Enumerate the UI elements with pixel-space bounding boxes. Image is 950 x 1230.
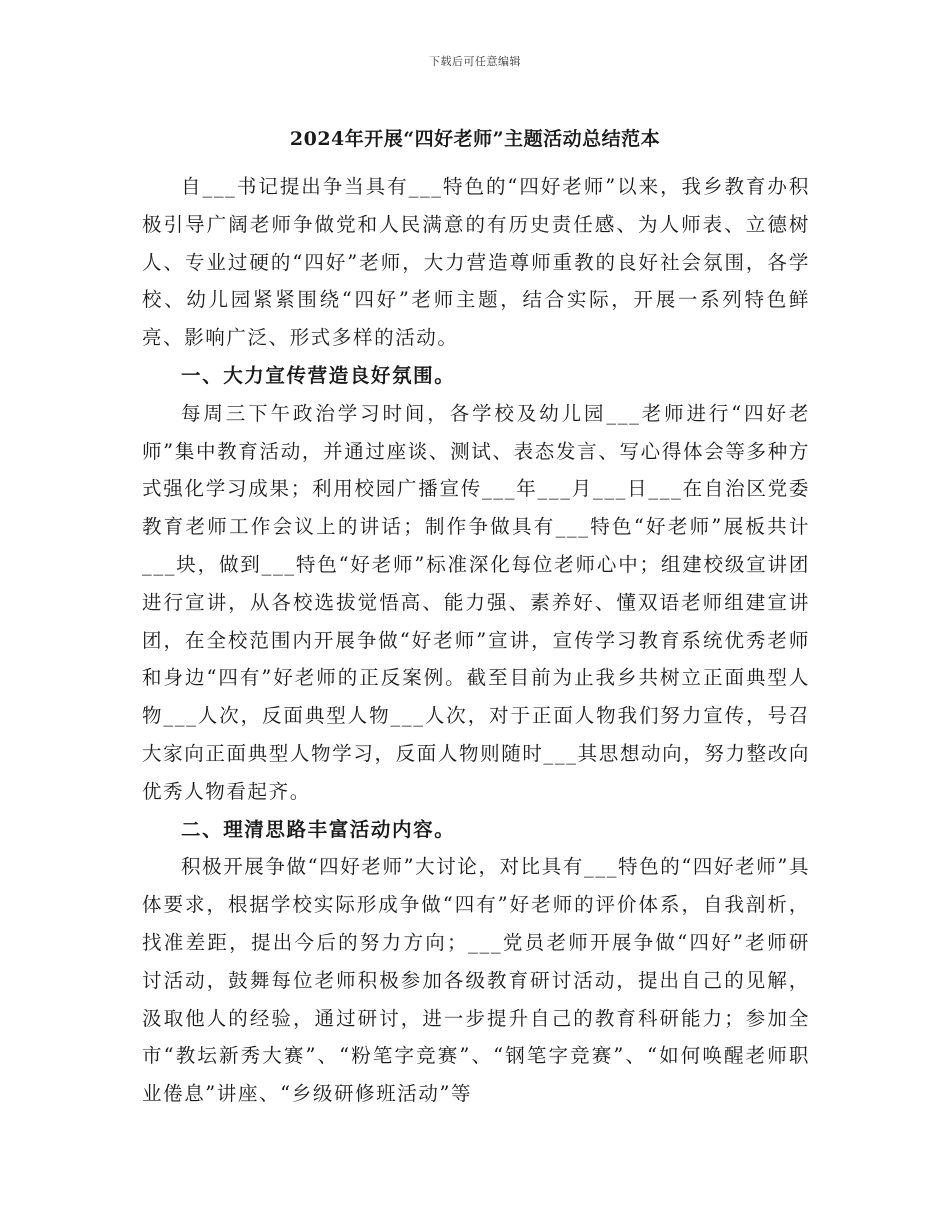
document-body: [142, 168, 810, 1113]
section-heading-1: 一、大力宣传营造良好氛围。: [181, 363, 456, 387]
header-note: 下载后可任意编辑: [429, 55, 521, 68]
section-heading-2: 二、理清思路丰富活动内容。: [181, 817, 456, 841]
document-title: 2024年开展“四好老师”主题活动总结范本: [289, 128, 661, 150]
intro-paragraph: 自___书记提出争当具有___特色的“四好老师”以来，我乡教育办积极引导广阔老师争做党和人民满意的有历史责任感、为人师表、立德树人、专业过硬的“四好”老师，大力营造尊师重教的良好社会氛围，各学校、幼儿园紧紧围绕“四好”老师主题，结合实际，开展一系列特色鲜亮、影响广泛、形式多样的活动。: [142, 175, 810, 350]
section-2-paragraph: 积极开展争做“四好老师”大讨论，对比具有___特色的“四好老师”具体要求，根据学校实际形成争做“四有”好老师的评价体系，自我剖析，找准差距，提出今后的努力方向；___党员老师开展争做“四好”老师研讨活动，鼓舞每位老师积极参加各级教育研讨活动，提出自己的见解，汲取他人的经验，通过研讨，进一步提升自己的教育科研能力；参加全市“教坛新秀大赛”、“粉笔字竞赛”、“钢笔字竞赛”、“如何唤醒老师职业倦息”讲座、“乡级研修班活动”等: [142, 855, 810, 1106]
section-1-paragraph: 每周三下午政治学习时间，各学校及幼儿园___老师进行“四好老师”集中教育活动，并通过座谈、测试、表态发言、写心得体会等多种方式强化学习成果；利用校园广播宣传___年___月___日___在自治区党委教育老师工作会议上的讲话；制作争做具有___特色“好老师”展板共计___块，做到___特色“好老师”标准深化每位老师心中；组建校级宣讲团进行宣讲，从各校选拔觉悟高、能力强、素养好、懂双语老师组建宣讲团，在全校范围内开展争做“好老师”宣讲，宣传学习教育系统优秀老师和身边“四有”好老师的正反案例。截至目前为止我乡共树立正面典型人物___人次，反面典型人物___人次，对于正面人物我们努力宣传，号召大家向正面典型人物学习，反面人物则随时___其思想动向，努力整改向优秀人物看起齐。: [142, 401, 810, 803]
